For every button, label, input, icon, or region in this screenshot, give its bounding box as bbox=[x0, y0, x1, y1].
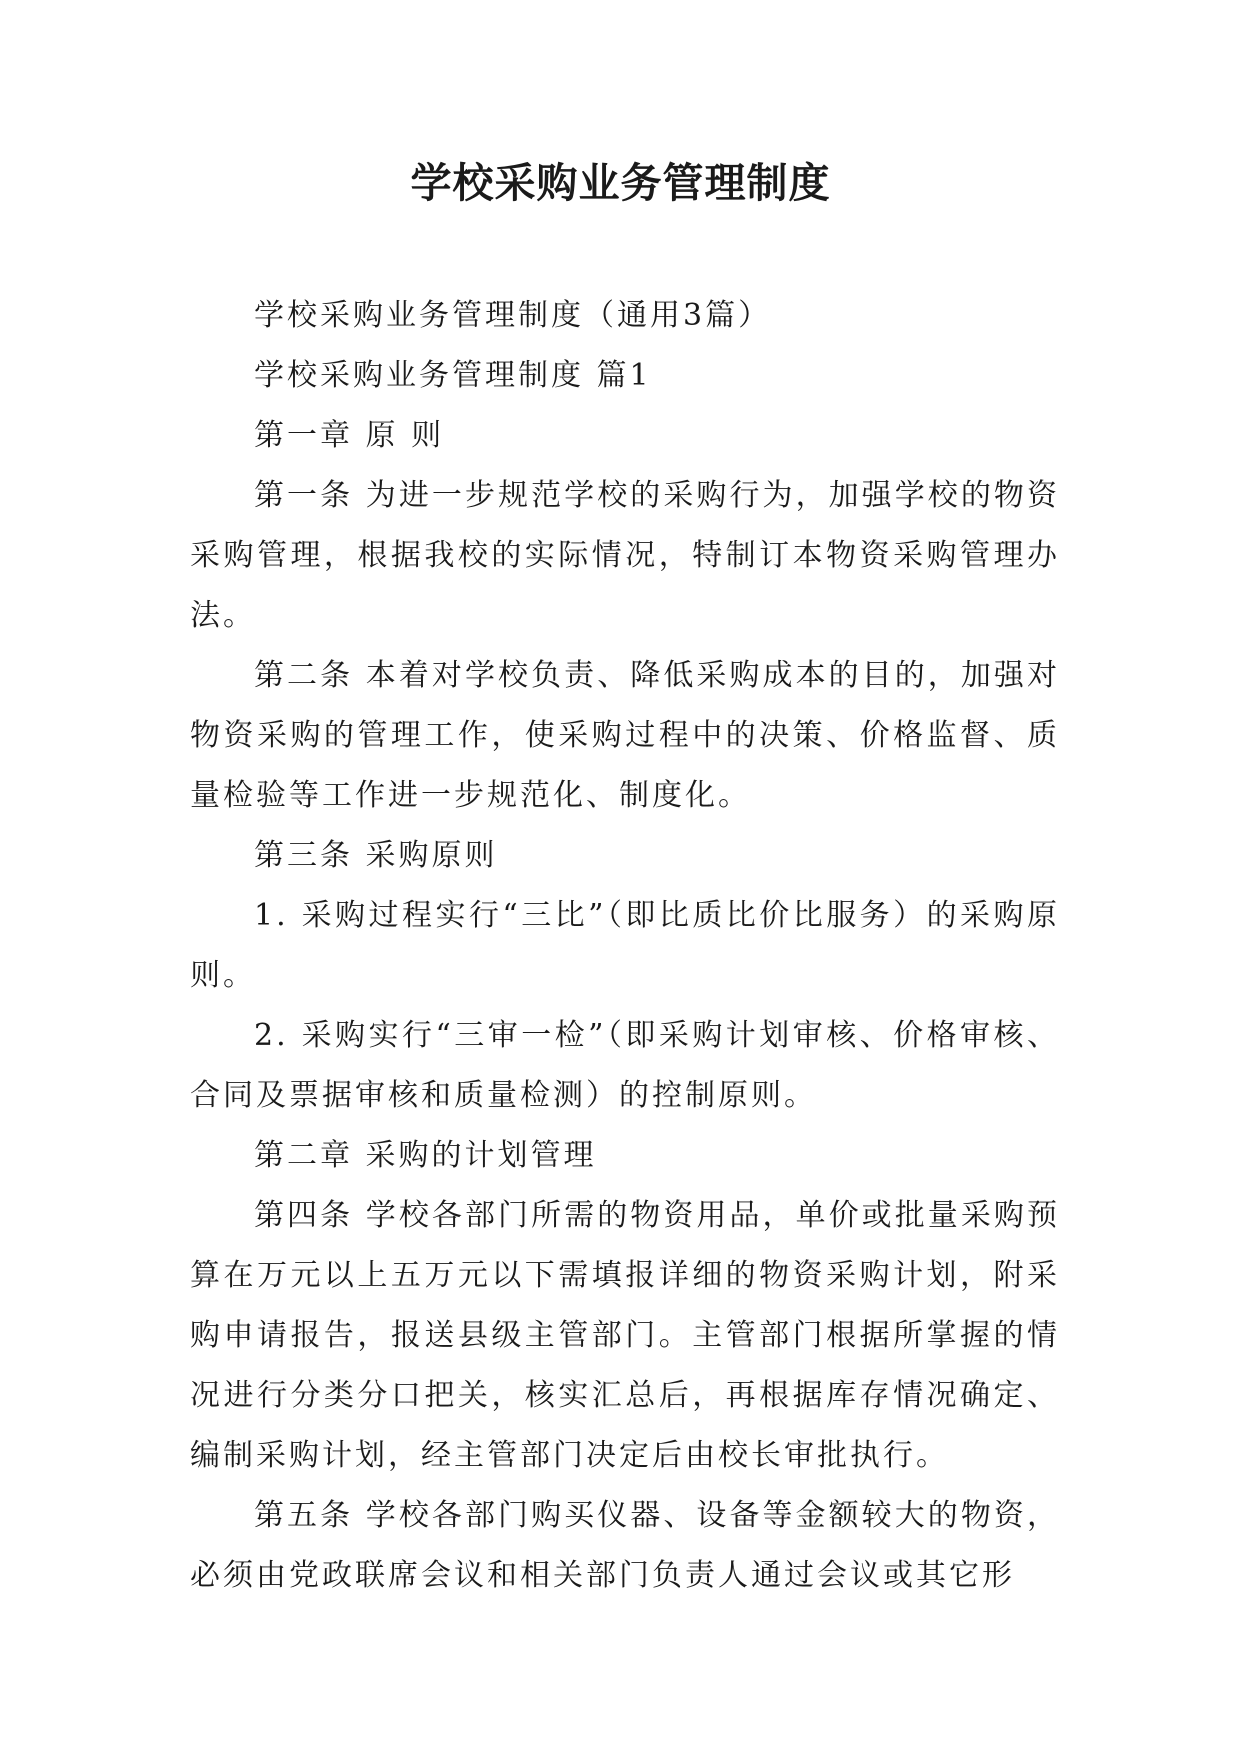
article-paragraph: 第四条 学校各部门所需的物资用品，单价或批量采购预算在万元以上五万元以下需填报详细的物资采购计划，附采购申请报告，报送县级主管部门。主管部门根据所掌握的情况进行分类分口把关，核实汇总后，再根据库存情况确定、编制采购计划，经主管部门决定后由校长审批执行。 bbox=[190, 1198, 1060, 1473]
list-item: 2. 采购实行“三审一检”（即采购计划审核、价格审核、合同及票据审核和质量检测）的控制原则。 bbox=[190, 1018, 1060, 1113]
section-heading: 学校采购业务管理制度 篇1 bbox=[254, 358, 652, 393]
chapter-heading: 第二章 采购的计划管理 bbox=[254, 1138, 597, 1173]
article-heading: 第三条 采购原则 bbox=[254, 838, 498, 873]
chapter-heading: 第一章 原 则 bbox=[254, 418, 445, 453]
article-paragraph: 第一条 为进一步规范学校的采购行为，加强学校的物资采购管理，根据我校的实际情况，特制订本物资采购管理办法。 bbox=[190, 478, 1060, 633]
document-title: 学校采购业务管理制度 bbox=[410, 159, 831, 207]
article-paragraph: 第五条 学校各部门购买仪器、设备等金额较大的物资，必须由党政联席会议和相关部门负责人通过会议或其它形 bbox=[190, 1498, 1060, 1593]
list-item: 1. 采购过程实行“三比”（即比质比价比服务）的采购原则。 bbox=[190, 898, 1060, 993]
document-body bbox=[190, 286, 1060, 1606]
subtitle-paragraph: 学校采购业务管理制度（通用3篇） bbox=[254, 298, 772, 333]
article-paragraph: 第二条 本着对学校负责、降低采购成本的目的，加强对物资采购的管理工作，使采购过程中的决策、价格监督、质量检验等工作进一步规范化、制度化。 bbox=[190, 658, 1060, 813]
